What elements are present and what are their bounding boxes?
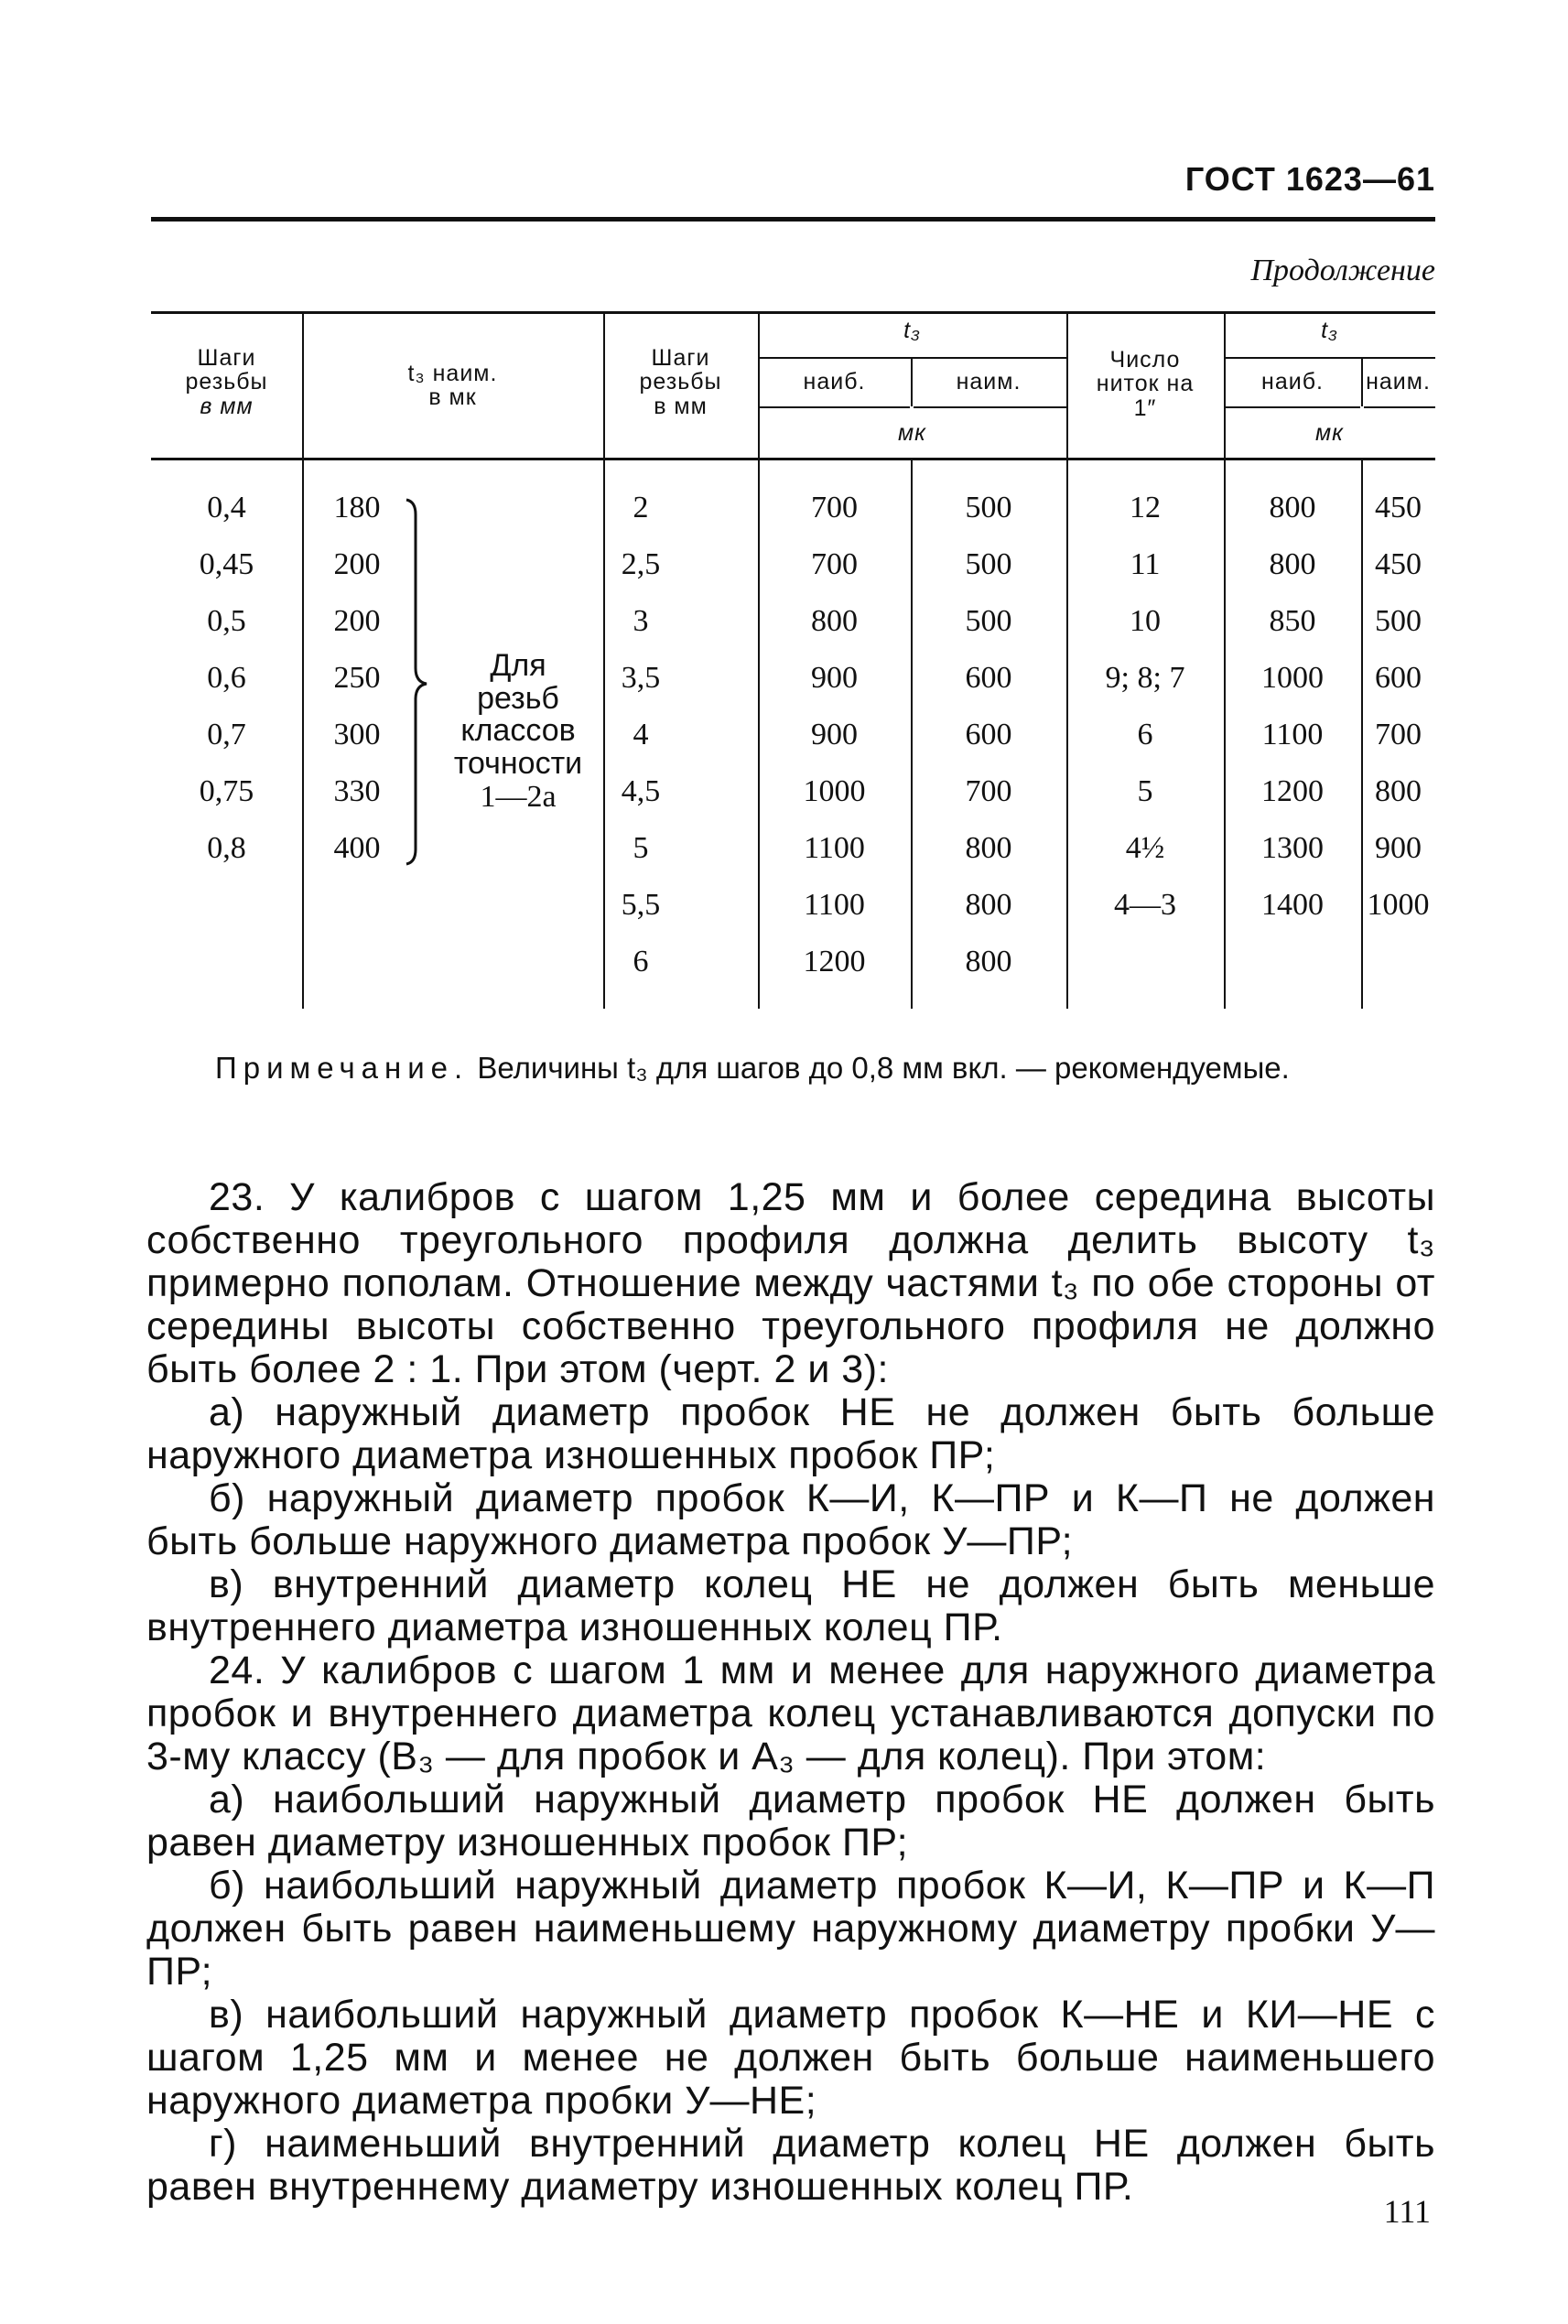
table-cell: 9; 8; 7 (1105, 661, 1185, 695)
table-cell: 180 (333, 491, 381, 524)
table-cell: 800 (1269, 491, 1316, 524)
table-cell: 200 (333, 604, 381, 638)
thread-pitch-table (151, 311, 1435, 1009)
header-naim-right: наим. (1366, 369, 1431, 395)
table-cell: 600 (1375, 661, 1422, 695)
header-t3-group: t₃ (903, 318, 921, 343)
table-cell: 700 (811, 491, 858, 524)
table-cell: 450 (1375, 547, 1422, 581)
table-cell: 800 (965, 888, 1012, 922)
table-cell: 4 (633, 718, 649, 751)
table-cell: 0,7 (207, 718, 246, 751)
paragraph: б) наибольший наружный диаметр пробок К—И, К—ПР и К—П должен быть равен наименьшему наружному диаметру пробки У—ПР; (146, 1864, 1435, 1994)
table-cell: 6 (633, 945, 649, 978)
table-cell: 10 (1130, 604, 1161, 638)
note-label: Примечание. (215, 1051, 470, 1085)
paragraph: 23. У калибров с шагом 1,25 мм и более середина высоты собственно треугольного профиля должна делить высоту t₃ примерно пополам. Отношение между частями t₃ по обе стороны от середины высоты собственно треугольного профиля не должно быть более 2 : 1. При этом (черт. 2 и 3): (146, 1175, 1435, 1391)
table-cell: 500 (965, 491, 1012, 524)
table-cell: 500 (1375, 604, 1422, 638)
table-cell: 5 (1137, 774, 1153, 808)
table-cell: 300 (333, 718, 381, 751)
table-cell: 500 (965, 547, 1012, 581)
header-unit-mk-right: мк (1315, 420, 1344, 446)
table-cell: 1100 (804, 831, 865, 865)
table-cell: 200 (333, 547, 381, 581)
table-cell: 1200 (803, 945, 866, 978)
table-cell: 11 (1130, 547, 1161, 581)
header-threads-per-inch: Число ниток на 1″ (1096, 347, 1195, 421)
table-cell: 1100 (1261, 718, 1324, 751)
table-cell: 400 (333, 831, 381, 865)
table-cell: 1000 (803, 774, 866, 808)
subheader-rule (1224, 406, 1435, 408)
table-cell: 600 (965, 661, 1012, 695)
table-cell: 1000 (1367, 888, 1430, 922)
table-cell: 12 (1130, 491, 1161, 524)
header-t3-min: t₃ наим. в мк (407, 361, 498, 411)
brace-note: Для резьб классов точности 1—2а (453, 648, 583, 814)
table-cell: 800 (965, 945, 1012, 978)
table-cell: 4,5 (621, 774, 661, 808)
table-cell: 3 (633, 604, 649, 638)
header-naib: наиб. (803, 369, 866, 395)
table-cell: 2 (633, 491, 649, 524)
table-cell: 0,45 (199, 547, 254, 581)
table-cell: 850 (1269, 604, 1316, 638)
table-cell: 1300 (1261, 831, 1324, 865)
table-cell: 900 (811, 661, 858, 695)
table-note (215, 1051, 1290, 1086)
table-cell: 5,5 (621, 888, 661, 922)
table-cell: 800 (1375, 774, 1422, 808)
paragraph: в) наибольший наружный диаметр пробок К—НЕ и КИ—НЕ с шагом 1,25 мм и менее не должен быть больше наименьшего наружного диаметра пробки У—НЕ; (146, 1993, 1435, 2123)
table-cell: 330 (333, 774, 381, 808)
continuation-label: Продолжение (1250, 254, 1435, 287)
table-cell: 1200 (1261, 774, 1324, 808)
table-cell: 1100 (804, 888, 865, 922)
header-t3-group-right: t₃ (1321, 318, 1338, 343)
table-cell: 250 (333, 661, 381, 695)
table-cell: 800 (965, 831, 1012, 865)
note-text: Величины t₃ для шагов до 0,8 мм вкл. — рекомендуемые. (477, 1051, 1290, 1085)
standard-number: ГОСТ 1623—61 (1184, 160, 1435, 198)
header-unit-mk: мк (898, 420, 926, 446)
table-cell: 450 (1375, 491, 1422, 524)
table-cell: 0,4 (207, 491, 246, 524)
table-cell: 900 (1375, 831, 1422, 865)
paragraph: в) внутренний диаметр колец НЕ не должен быть меньше внутреннего диаметра изношенных колец ПР. (146, 1562, 1435, 1649)
col-divider (302, 311, 304, 1009)
curly-brace-icon (403, 494, 430, 870)
header-naim: наим. (956, 369, 1022, 395)
table-top-rule (151, 311, 1435, 314)
page-number: 111 (1383, 2193, 1431, 2230)
table-cell: 700 (965, 774, 1012, 808)
table-cell: 0,5 (207, 604, 246, 638)
table-cell: 900 (811, 718, 858, 751)
table-cell: 600 (965, 718, 1012, 751)
paragraph: г) наименьший внутренний диаметр колец НЕ должен быть равен внутреннему диаметру изношенных колец ПР. (146, 2122, 1435, 2209)
table-cell: 3,5 (621, 661, 661, 695)
table-cell: 2,5 (621, 547, 661, 581)
table-cell: 0,6 (207, 661, 246, 695)
subheader-rule (758, 357, 1066, 359)
paragraph: 24. У калибров с шагом 1 мм и менее для наружного диаметра пробок и внутреннего диаметра колец устанавливаются допуски по 3-му классу (В₃ — для пробок и А₃ — для колец). При этом: (146, 1648, 1435, 1778)
header-rule (151, 217, 1435, 222)
paragraph: а) наибольший наружный диаметр пробок НЕ должен быть равен диаметру изношенных пробок ПР; (146, 1778, 1435, 1865)
paragraph: б) наружный диаметр пробок К—И, К—ПР и К—П не должен быть больше наружного диаметра пробок У—ПР; (146, 1476, 1435, 1563)
paragraph: а) наружный диаметр пробок НЕ не должен быть больше наружного диаметра изношенных пробок ПР; (146, 1390, 1435, 1477)
table-cell: 1000 (1261, 661, 1324, 695)
table-cell: 0,75 (199, 774, 254, 808)
table-cell: 700 (811, 547, 858, 581)
table-cell: 0,8 (207, 831, 246, 865)
header-naib-right: наиб. (1261, 369, 1324, 395)
header-steps-right: Шаги резьбы в мм (639, 345, 722, 419)
table-cell: 6 (1137, 718, 1153, 751)
table-cell: 700 (1375, 718, 1422, 751)
table-cell: 4—3 (1114, 888, 1176, 922)
table-cell: 800 (811, 604, 858, 638)
table-header-rule (151, 458, 1435, 460)
header-steps-left: Шаги резьбы в мм (185, 345, 268, 419)
table-cell: 5 (633, 831, 649, 865)
subheader-rule (1224, 357, 1435, 359)
table-cell: 1400 (1261, 888, 1324, 922)
body-text (146, 1176, 1435, 2209)
table-cell: 4½ (1125, 831, 1165, 865)
table-cell: 500 (965, 604, 1012, 638)
table-cell: 800 (1269, 547, 1316, 581)
